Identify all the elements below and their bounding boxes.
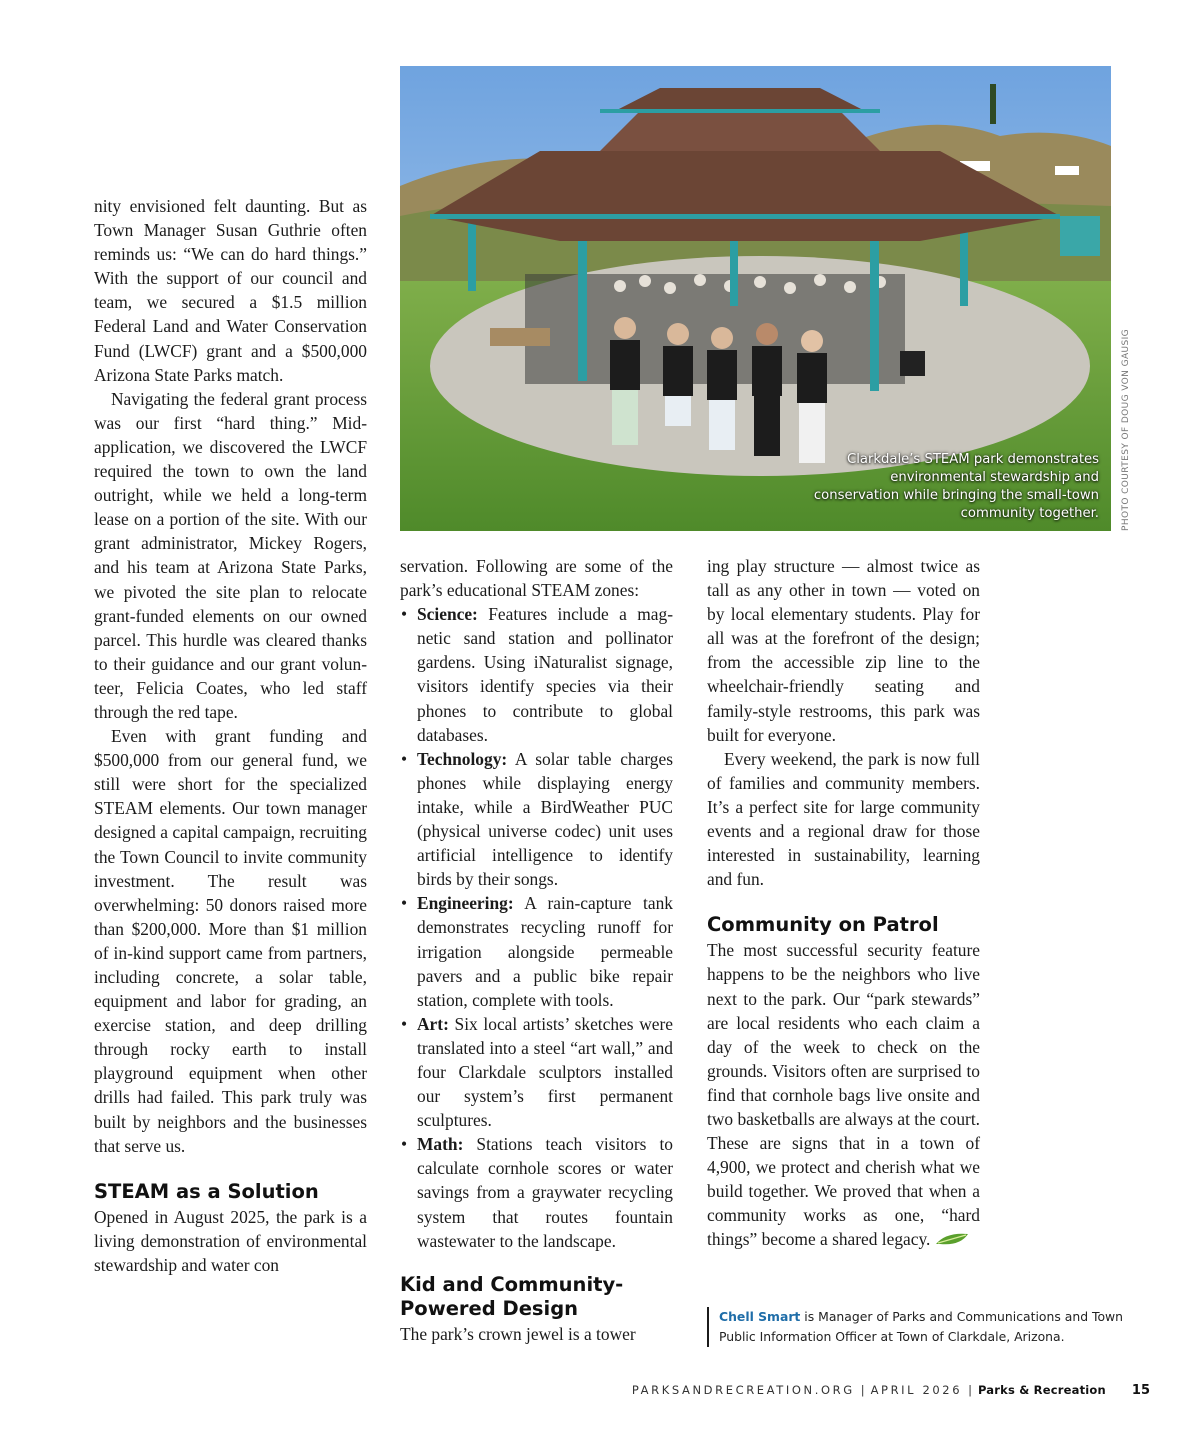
zone-term: Engineering:: [417, 893, 514, 914]
page-footer: [632, 1383, 1150, 1398]
parked-car: [1055, 166, 1079, 175]
list-item: [400, 602, 673, 747]
zone-text: Stations teach visitors to calculate cornhole scores or water savings from a graywater recycling system that routes fountain wastewater to the landscape.: [417, 1134, 673, 1251]
feature-photo: [400, 66, 1111, 531]
paragraph: The park’s crown jewel is a tower: [400, 1323, 636, 1344]
section-heading-steam: STEAM as a Solution: [94, 1179, 319, 1203]
closing-paragraph-text: The most successful security feature happens to be the neighbors who live next to the park. Our “park stewards” are local residents who each claim a day of the week to check on the grounds. Visitors often are surprised to find that cornhole bags live onsite and two basketballs are always at the court. These are signs that in a town of 4,900, we protect and cherish what we build together. We proved that when a community works as one, “hard things” become a shared legacy.: [707, 940, 980, 1250]
author-description: is Manager of Parks and Communications and Town Public Information Officer at Town of Clarkdale, Arizona.: [719, 1309, 1124, 1344]
author-name: Chell Smart: [719, 1309, 801, 1324]
cypress-tree: [990, 84, 996, 124]
footer-website: PARKSANDRECREATION.ORG: [631, 1383, 855, 1397]
playground: [1060, 216, 1100, 256]
paragraph: [707, 938, 980, 1253]
section-heading-design: Kid and Community-Powered Design: [400, 1272, 624, 1320]
zone-term: Science:: [417, 604, 478, 625]
paragraph: servation. Following are some of the park’s educational STEAM zones:: [400, 556, 673, 601]
footer-issue-date: APRIL 2026: [870, 1383, 963, 1397]
article-column-1: [94, 194, 367, 1277]
photo-caption: Clarkdale’s STEAM park demonstrates environmental stewardship and conservation while bringing the small-town community together.: [813, 452, 1099, 521]
list-item: [400, 1132, 673, 1252]
zone-term: Art:: [417, 1013, 449, 1034]
steam-zones-list: [400, 602, 673, 1253]
leaf-end-mark-icon: [934, 1229, 970, 1253]
footer-separator: |: [968, 1383, 972, 1397]
paragraph: Navigating the federal grant process was our first “hard thing.” Mid-application, we discovered the LWCF required the town to own the land outright, while we held a long-term lease on a portion of the site. With our grant administrator, Mickey Rogers, and his team at Arizona State Parks, we pivoted the site plan to relocate grant-funded elements on our owned parcel. This hurdle was cleared thanks to their guidance and our grant volunteer, Felicia Coates, who led staff through the red tape.: [94, 388, 367, 722]
paragraph: Every weekend, the park is now full of families and community members. It’s a perfect site for large community events and a regional draw for those interested in sustainability, learning and fun.: [707, 748, 980, 890]
zone-text: A solar table charges phones while displaying energy intake, while a BirdWeather PUC (physical universe codec) unit uses artificial intelligence to identify birds by their songs.: [417, 748, 673, 890]
paragraph: Even with grant funding and $500,000 from our general fund, we still were short for the specialized STEAM elements. Our town manager designed a capital campaign, recruiting the Town Council to invite community investment. The result was overwhelming: 50 donors raised more than $200,000. More than $1 million of in-kind support came from partners, including concrete, a solar table, equipment and labor for grading, an exercise station, and deep drilling through rocky earth to install playground equipment when other drills had failed. This park truly was built by neighbors and the businesses that serve us.: [94, 726, 367, 1156]
footer-separator: |: [860, 1383, 865, 1397]
roof-trim: [600, 109, 880, 113]
eave-trim: [430, 214, 1060, 219]
paragraph: ing play structure — almost twice as tall as any other in town — voted on by local elementary students. Play for all was at the forefront of the design; from the accessible zip line to the wheelchair-friendly seating and family-style restrooms, this park was built for everyone.: [707, 556, 980, 745]
page-number: 15: [1131, 1383, 1150, 1398]
zone-text: Six local artists’ sketches were translated into a steel “art wall,” and four Clarkdale sculptors installed our system’s first permanent sculptures.: [417, 1013, 673, 1131]
paragraph: nity envisioned felt daunting. But as Town Manager Susan Guthrie often reminds us: “We can do hard things.” With the support of our council and team, we secured a $1.5 million Federal Land and Water Conservation Fund (LWCF) grant and a $500,000 Arizona State Parks match.: [94, 196, 367, 385]
paragraph: Opened in August 2025, the park is a living demonstration of environmental stewardship and water con: [94, 1206, 367, 1275]
zone-term: Math:: [417, 1134, 464, 1155]
section-heading-patrol: Community on Patrol: [707, 913, 939, 937]
zone-term: Technology:: [417, 748, 508, 769]
list-item: [400, 1012, 673, 1132]
zone-text: Features include a magnetic sand station and pollinator gardens. Using iNaturalist signage, visitors identify species via their phones to contribute to global databases.: [417, 604, 673, 745]
zone-text: A rain-capture tank demonstrates recycling runoff for irrigation alongside permeable pavers and a public bike repair station, complete with tools.: [417, 893, 673, 1010]
speaker: [900, 351, 925, 376]
list-item: [400, 891, 673, 1011]
author-bio: [707, 1307, 1139, 1347]
bench: [490, 328, 550, 346]
photo-credit: PHOTO COURTESY OF DOUG VON GAUSIG: [1121, 328, 1131, 531]
footer-magazine-title: Parks & Recreation: [977, 1383, 1106, 1397]
article-column-3: [707, 554, 980, 1253]
pavilion-cupola-base: [600, 111, 880, 151]
article-column-2: [400, 554, 673, 1346]
list-item: [400, 747, 673, 892]
